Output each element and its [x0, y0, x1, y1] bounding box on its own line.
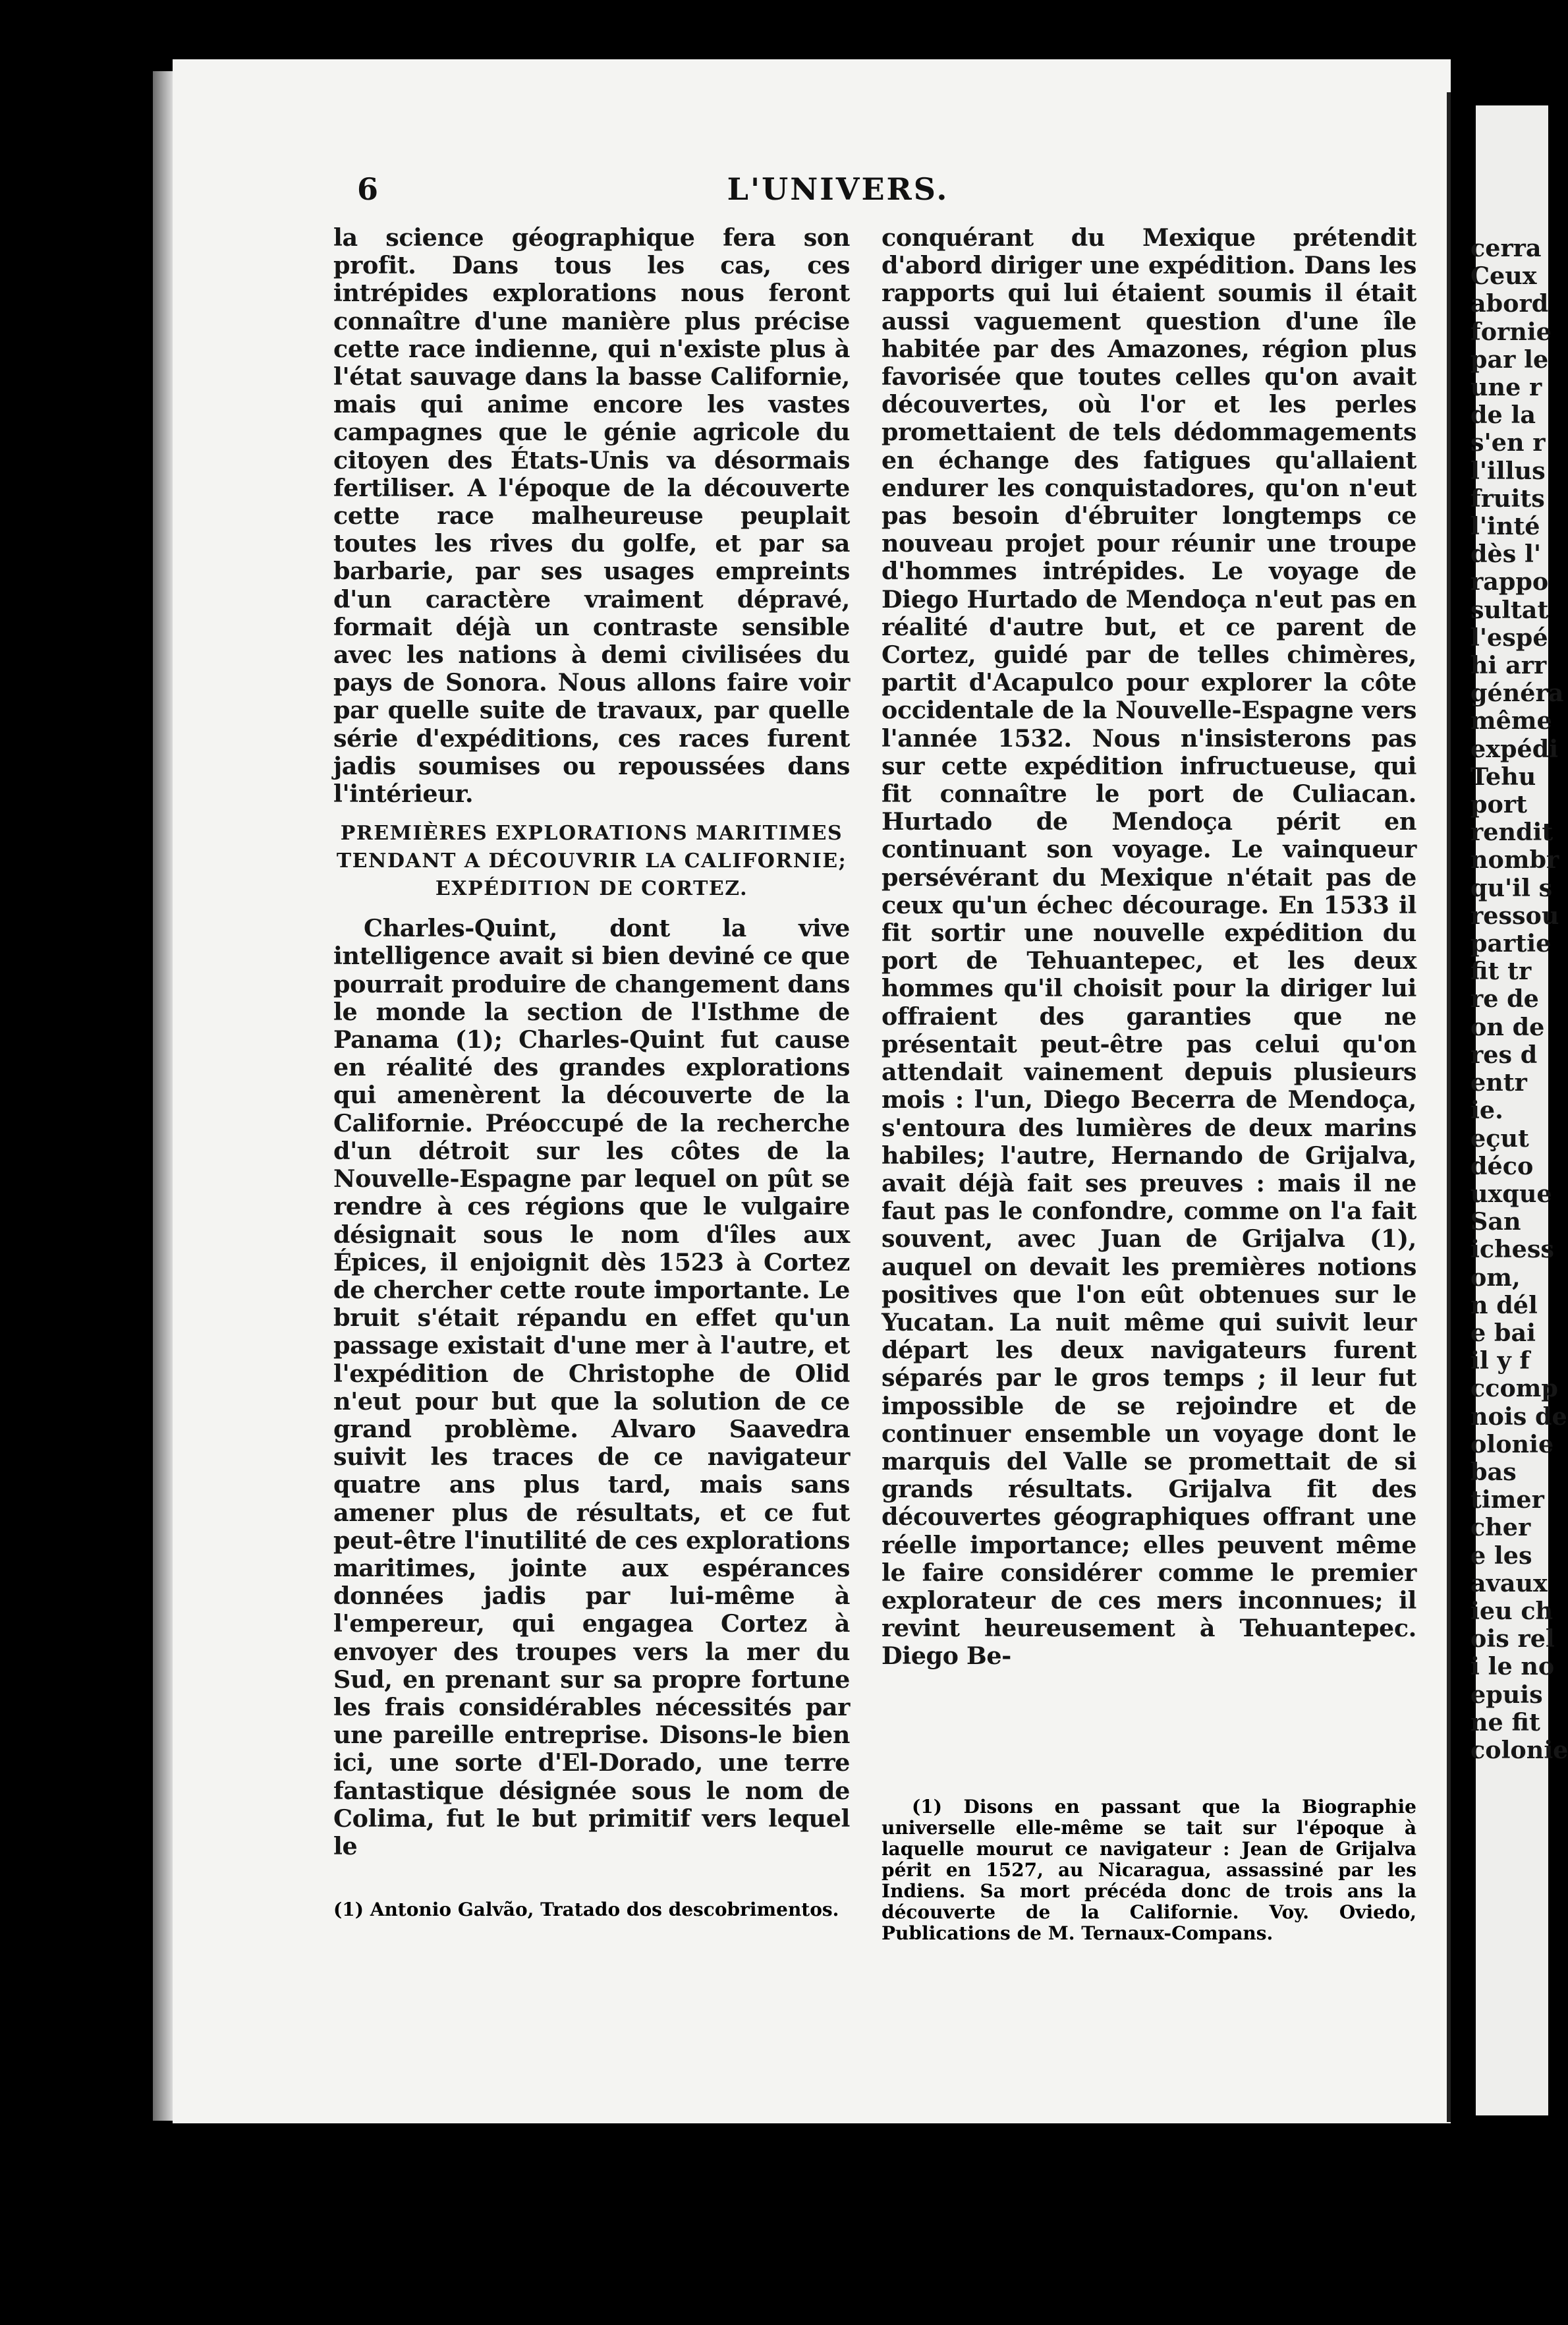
left-paragraph-2: Charles-Quint, dont la vive intelligence avait si bien deviné ce que pourrait produire de changement dans le monde la section de l'Isthme de Panama (1); Charles-Quint fut cause en réalité des grandes explorations qui amenèrent la découverte de la Californie. Préoccupé de la recherche d'un détroit sur les côtes de la Nouvelle-Espagne par lequel on pût se rendre à ces régions que le vulgaire désignait sous le nom d'îles aux Épices, il enjoignit dès 1523 à Cortez de chercher cette route importante. Le bruit s'était répandu en effet qu'un passage existait d'une mer à l'autre, et l'expédition de Christophe de Olid n'eut pour but que la solution de ce grand problème. Alvaro Saavedra suivit les traces de ce navigateur quatre ans plus tard, mais sans amener plus de résultats, et ce fut peut-être l'inutilité de ces explorations maritimes, jointe aux espérances données jadis par lui-même à l'empereur, qui engagea Cortez à envoyer des troupes vers la mer du Sud, en prenant sur sa propre fortune les frais considérables nécessités par une pareille entreprise. Disons-le bien ici, une sorte d'El-Dorado, une terre fantastique désignée sous le nom de Colima, fut le but primitif vers lequel le: [333, 914, 850, 1860]
running-head: L'UNIVERS.: [727, 171, 949, 207]
next-page-fragment: fruits: [1470, 484, 1545, 513]
next-page-fragment: e bai: [1470, 1318, 1536, 1347]
next-page-fragments: [1470, 234, 1568, 1764]
next-page-fragment: sultat: [1470, 595, 1549, 624]
next-page-fragment: ichess: [1470, 1235, 1554, 1264]
next-page-fragment: on de: [1470, 1012, 1545, 1041]
next-page-fragment: fornie: [1470, 317, 1552, 346]
right-footnote-block: [882, 1796, 1416, 1944]
next-page-fragment: qu'il s: [1470, 873, 1553, 902]
next-page-fragment: entr: [1470, 1068, 1527, 1097]
next-page-fragment: il y f: [1470, 1346, 1530, 1375]
next-page-edge: [1470, 105, 1568, 2115]
right-column: [882, 224, 1416, 1671]
next-page-fragment: de la: [1470, 401, 1536, 430]
section-heading: PREMIÈRES EXPLORATIONS MARITIMES TENDANT A DÉCOUVRIR LA CALIFORNIE; EXPÉDITION DE CORTEZ.: [336, 822, 847, 901]
next-page-fragment: ne fit: [1470, 1708, 1540, 1737]
next-page-fragment: ressou: [1470, 901, 1559, 930]
next-page-fragment: uxque: [1470, 1179, 1552, 1208]
next-page-fragment: s'en r: [1470, 428, 1546, 457]
next-page-fragment: nois de: [1470, 1402, 1567, 1431]
next-page-fragment: ccomp: [1470, 1374, 1558, 1403]
next-page-fragment: l'illus: [1470, 456, 1546, 485]
next-page-fragment: même: [1470, 706, 1552, 735]
next-page-fragment: Tehu: [1470, 762, 1536, 791]
left-footnote-block: [333, 1899, 850, 1920]
next-page-fragment: re de: [1470, 985, 1539, 1014]
next-page-fragment: eçut: [1470, 1124, 1529, 1153]
left-paragraph-1: la science géographique fera son profit. Dans tous les cas, ces intrépides explorations nous feront connaître d'une manière plus précise cette race indienne, qui n'existe plus à l'état sauvage dans la basse Californie, mais qui anime encore les vastes campagnes que le génie agricole du citoyen des États-Unis va désormais fertiliser. A l'époque de la découverte cette race malheureuse peuplait toutes les rives du golfe, et par sa barbarie, par ses usages empreints d'un caractère vraiment dépravé, formait déjà un contraste sensible avec les nations à demi civilisées du pays de Sonora. Nous allons faire voir par quelle suite de travaux, par quelle série d'expéditions, ces races furent jadis soumises ou repoussées dans l'intérieur.: [333, 223, 850, 809]
next-page-fragment: om,: [1470, 1263, 1521, 1292]
page-left-edge: [153, 71, 173, 2121]
next-page-fragment: par le: [1470, 345, 1549, 374]
next-page-fragment: cerra: [1470, 234, 1542, 262]
next-page-fragment: ieu ch: [1470, 1596, 1554, 1625]
next-page-fragment: i le no: [1470, 1652, 1555, 1681]
next-page-fragment: ois rel: [1470, 1624, 1555, 1653]
next-page-fragment: hi arr: [1470, 651, 1547, 680]
page-header: [206, 171, 1470, 224]
next-page-fragment: e les: [1470, 1541, 1532, 1570]
next-page-fragment: epuis: [1470, 1680, 1543, 1709]
next-page-fragment: fit tr: [1470, 957, 1532, 986]
next-page-fragment: l'inté: [1470, 512, 1540, 541]
left-column: [333, 224, 850, 1860]
next-page-fragment: une r: [1470, 373, 1542, 402]
next-page-fragment: timer: [1470, 1485, 1544, 1514]
next-page-fragment: n dél: [1470, 1290, 1538, 1319]
next-page-fragment: partie: [1470, 929, 1552, 958]
next-page-fragment: expédi: [1470, 734, 1559, 763]
left-footnote: (1) Antonio Galvão, Tratado dos descobrimentos.: [333, 1899, 839, 1920]
right-paragraph-1: conquérant du Mexique prétendit d'abord diriger une expédition. Dans les rapports qui lui étaient soumis il était aussi vaguement question d'une île habitée par des Amazones, région plus favorisée que toutes celles qu'on avait découvertes, où l'or et les perles promettaient de tels dédommagements en échange des fatigues qu'allaient endurer les conquistadores, qu'on n'eut pas besoin d'ébruiter longtemps ce nouveau projet pour réunir une troupe d'hommes intrépides. Le voyage de Diego Hurtado de Mendoça n'eut pas en réalité d'autre but, et ce parent de Cortez, guidé par de telles chimères, partit d'Acapulco pour explorer la côte occidentale de la Nouvelle-Espagne vers l'année 1532. Nous n'insisterons pas sur cette expédition infructueuse, qui fit connaître le port de Culiacan. Hurtado de Mendoça périt en continuant son voyage. Le vainqueur persévérant du Mexique n'était pas de ceux qu'un échec décourage. En 1533 il fit sortir une nouvelle expédition du port de Tehuantepec, et les deux hommes qu'il choisit pour la diriger lui offraient des garanties que ne présentait peut-être pas celui qu'on attendait vainement depuis plusieurs mois : l'un, Diego Becerra de Mendoça, s'entoura des lumières de deux marins habiles; l'autre, Hernando de Grijalva, avait déjà fait ses preuves : mais il ne faut pas le confondre, comme on l'a fait souvent, avec Juan de Grijalva (1), auquel on devait les premières notions positives que l'on eût obtenues sur le Yucatan. La nuit même qui suivit leur départ les deux navigateurs furent séparés par le gros temps ; il leur fut impossible de se rejoindre et de continuer ensemble un voyage dont le marquis del Valle se promettait de si grands résultats. Grijalva fit des découvertes géographiques offrant une réelle importance; elles peuvent même le faire considérer comme le premier explorateur de ces mers inconnues; il revint heureusement à Tehuantepec. Diego Be-: [882, 223, 1416, 1671]
next-page-fragment: rappo: [1470, 567, 1549, 596]
page-gutter: [1447, 92, 1451, 2122]
next-page-fragment: Ceux: [1470, 262, 1537, 291]
next-page-fragment: colonie: [1470, 1735, 1568, 1764]
next-page-fragment: l'espé: [1470, 623, 1548, 652]
next-page-fragment: res d: [1470, 1040, 1538, 1069]
next-page-fragment: cher: [1470, 1513, 1531, 1542]
next-page-fragment: abord: [1470, 289, 1549, 318]
next-page-fragment: rendit: [1470, 818, 1554, 847]
next-page-fragment: olonie: [1470, 1429, 1554, 1458]
next-page-fragment: port: [1470, 790, 1527, 819]
next-page-fragment: généra: [1470, 679, 1564, 708]
right-footnote: (1) Disons en passant que la Biographie universelle elle-même se tait sur l'époque à laquelle mourut ce navigateur : Jean de Grijalva périt en 1527, au Nicaragua, assassiné par les Indiens. Sa mort précéda donc de trois ans la découverte de la Californie. Voy. Oviedo, Publications de M. Ternaux-Compans.: [882, 1796, 1416, 1944]
next-page-fragment: bas: [1470, 1457, 1517, 1486]
page-number: 6: [357, 171, 379, 207]
next-page-fragment: déco: [1470, 1151, 1534, 1180]
next-page-fragment: San: [1470, 1207, 1521, 1236]
next-page-fragment: avaux: [1470, 1568, 1548, 1597]
next-page-fragment: ie.: [1470, 1096, 1503, 1125]
next-page-fragment: nombr: [1470, 846, 1559, 875]
next-page-fragment: dès l': [1470, 540, 1542, 569]
